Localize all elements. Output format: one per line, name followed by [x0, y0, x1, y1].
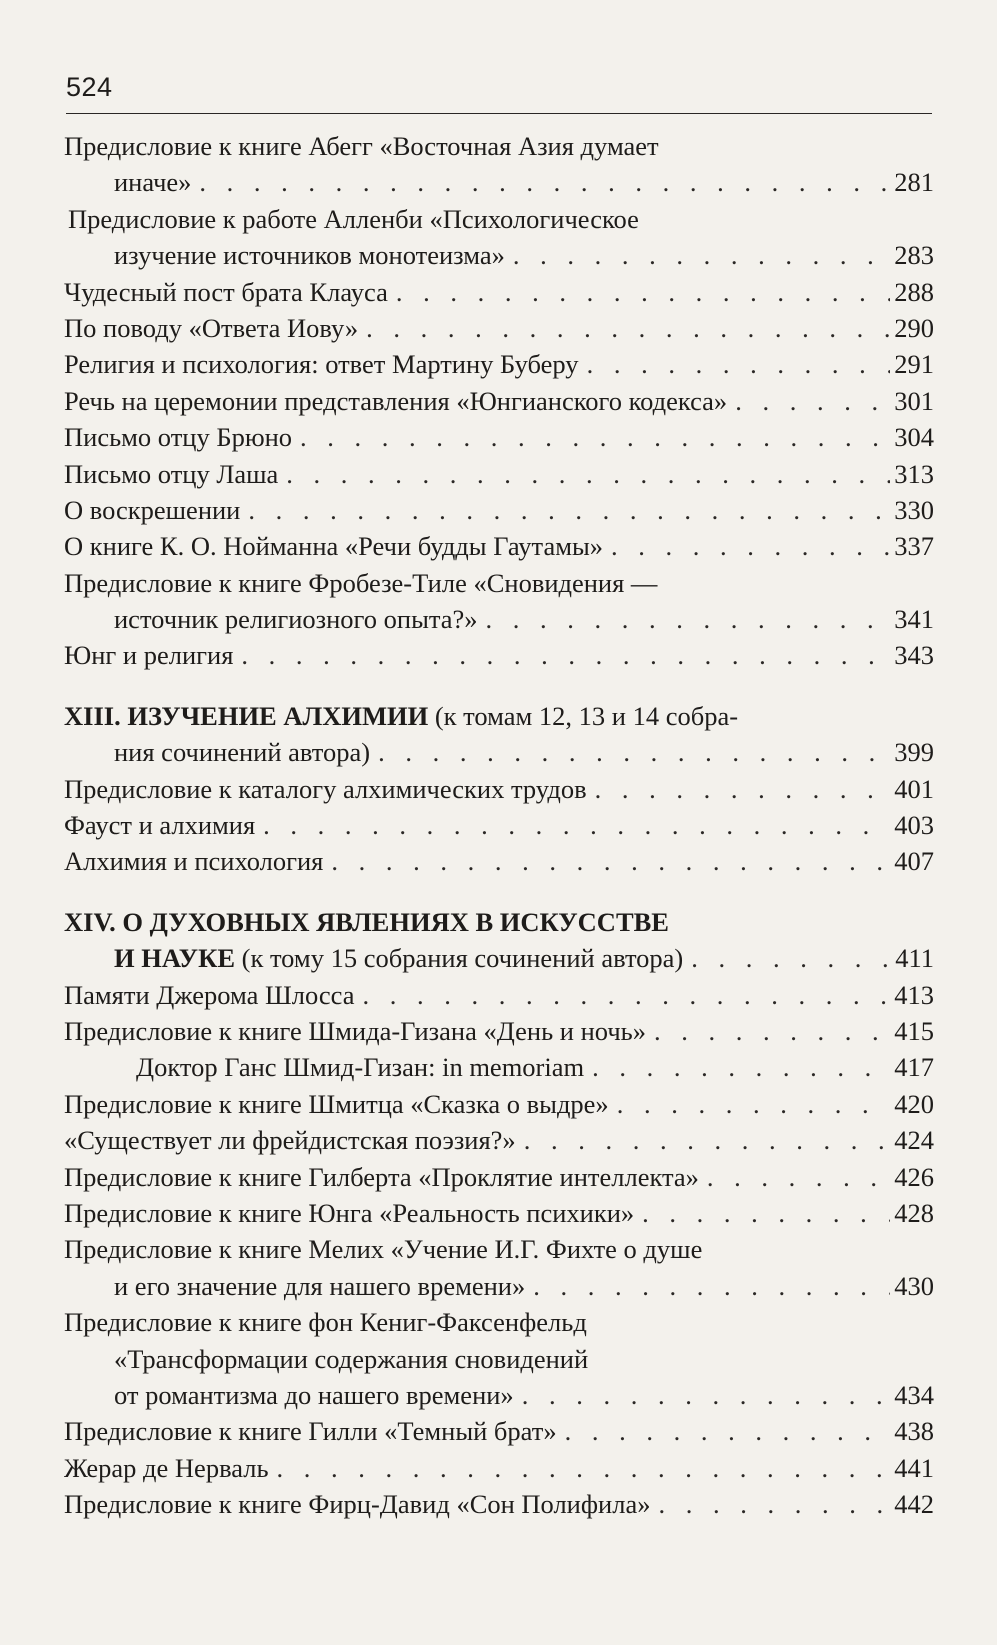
leader-dots	[486, 601, 891, 637]
toc-page-number: 403	[894, 810, 934, 841]
toc-entry-title: Письмо отцу Брюно	[64, 422, 293, 453]
section-title: И НАУКЕ	[114, 943, 235, 974]
toc-entry-title: от романтизма до нашего времени»	[114, 1379, 514, 1410]
toc-entry-title: О книге К. О. Нойманна «Речи будды Гаутамы»	[64, 531, 604, 562]
toc-page-number: 434	[894, 1379, 934, 1410]
toc-entry-line	[64, 164, 934, 200]
leader-dots	[533, 1268, 890, 1304]
toc-entry	[64, 1049, 934, 1085]
leader-dots	[522, 1377, 891, 1413]
toc-page-number: 417	[894, 1052, 934, 1083]
toc-entry-title: Предисловие к книге Гилберта «Проклятие интеллекта»	[64, 1161, 699, 1192]
toc-entry	[64, 637, 934, 673]
toc-page-number: 283	[894, 240, 934, 271]
leader-dots	[277, 1450, 891, 1486]
toc-page-number: 401	[894, 773, 934, 804]
toc-page-number: 343	[894, 640, 934, 671]
toc-entry	[64, 310, 934, 346]
toc-entry	[64, 456, 934, 492]
section-heading-14	[64, 904, 934, 940]
toc-entry-title: Алхимия и психология	[64, 846, 324, 877]
toc-entry-title: источник религиозного опыта?»	[114, 604, 478, 635]
leader-dots	[617, 1086, 891, 1122]
toc-page-number: 281	[894, 167, 934, 198]
leader-dots	[592, 1049, 890, 1085]
toc-page-number: 288	[894, 276, 934, 307]
toc-entry-title: Чудесный пост брата Клауса	[64, 276, 388, 307]
section-heading-14-cont	[64, 940, 934, 976]
toc-page-number: 407	[894, 846, 934, 877]
leader-dots	[595, 771, 891, 807]
leader-dots	[248, 492, 890, 528]
toc-entry-line	[64, 565, 934, 601]
toc-entry-line	[64, 201, 934, 237]
toc-entry-line	[64, 601, 934, 637]
table-of-contents	[64, 128, 934, 1522]
leader-dots	[286, 456, 890, 492]
toc-entry	[64, 274, 934, 310]
toc-page-number: 337	[894, 531, 934, 562]
leader-dots	[331, 843, 890, 879]
toc-entry-title: иначе»	[114, 167, 192, 198]
leader-dots	[611, 528, 890, 564]
toc-entry-title: и его значение для нашего времени»	[114, 1270, 526, 1301]
toc-page-number: 301	[894, 385, 934, 416]
toc-page-number: 415	[894, 1015, 934, 1046]
toc-entry-line	[64, 1341, 934, 1377]
toc-entry	[64, 807, 934, 843]
toc-entry	[64, 419, 934, 455]
toc-entry-title: По поводу «Ответа Иову»	[64, 312, 359, 343]
toc-entry-title: изучение источников монотеизма»	[114, 240, 505, 271]
toc-page-number: 290	[894, 312, 934, 343]
toc-entry-title: Предисловие к книге фон Кениг-Факсенфельд	[64, 1307, 587, 1338]
toc-page-number: 291	[894, 349, 934, 380]
toc-entry	[64, 977, 934, 1013]
toc-page-number: 438	[894, 1416, 934, 1447]
section-heading-13	[64, 698, 934, 734]
toc-entry	[64, 346, 934, 382]
toc-page-number: 430	[894, 1270, 934, 1301]
toc-entry-line	[64, 1304, 934, 1340]
leader-dots	[263, 807, 890, 843]
toc-page-number: 441	[894, 1452, 934, 1483]
toc-entry	[64, 1122, 934, 1158]
section-spacer	[64, 880, 934, 904]
toc-page-number: 313	[894, 458, 934, 489]
toc-entry	[64, 771, 934, 807]
toc-entry-title: Предисловие к каталогу алхимических трудов	[64, 773, 587, 804]
toc-entry-line	[64, 1377, 934, 1413]
toc-entry-line	[64, 1268, 934, 1304]
section-subtitle: (к тому 15 собрания сочинений автора)	[235, 943, 684, 974]
toc-page-number: 341	[894, 604, 934, 635]
toc-entry-line	[64, 237, 934, 273]
leader-dots	[707, 1159, 890, 1195]
toc-entry-title: Предисловие к книге Шмитца «Сказка о выдре»	[64, 1088, 609, 1119]
toc-entry-title: Юнг и религия	[64, 640, 234, 671]
leader-dots	[396, 274, 890, 310]
leader-dots	[691, 940, 891, 976]
leader-dots	[565, 1413, 891, 1449]
toc-page-number: 420	[894, 1088, 934, 1119]
toc-entry-line	[64, 1231, 934, 1267]
toc-entry	[64, 1013, 934, 1049]
leader-dots	[241, 637, 890, 673]
toc-entry	[64, 843, 934, 879]
toc-entry-line	[64, 128, 934, 164]
section-title: XIII. ИЗУЧЕНИЕ АЛХИМИИ	[64, 700, 429, 731]
toc-entry-title: Предисловие к книге Гилли «Темный брат»	[64, 1416, 557, 1447]
toc-entry-title: Предисловие к книге Юнга «Реальность психики»	[64, 1197, 635, 1228]
toc-entry	[64, 1086, 934, 1122]
toc-entry	[64, 1486, 934, 1522]
leader-dots	[658, 1486, 890, 1522]
toc-entry-title: О воскрешении	[64, 494, 241, 525]
toc-entry-title: Памяти Джерома Шлосса	[64, 979, 355, 1010]
section-subtitle: (к томам 12, 13 и 14 собра-	[428, 700, 739, 731]
leader-dots	[513, 237, 890, 273]
toc-entry	[64, 1413, 934, 1449]
toc-entry	[64, 383, 934, 419]
page-number: 524	[66, 72, 113, 102]
toc-entry-title: Доктор Ганс Шмид-Гизан: in memoriam	[136, 1052, 585, 1083]
toc-entry-title: Речь на церемонии представления «Юнгианского кодекса»	[64, 385, 728, 416]
toc-page-number: 413	[894, 979, 934, 1010]
toc-entry-title: Предисловие к работе Алленби «Психологическое	[68, 203, 639, 234]
toc-entry-title: «Трансформации содержания сновидений	[114, 1343, 589, 1374]
toc-entry-title: Предисловие к книге Мелих «Учение И.Г. Фихте о душе	[64, 1234, 703, 1265]
toc-entry-title: Религия и психология: ответ Мартину Буберу	[64, 349, 579, 380]
leader-dots	[199, 164, 890, 200]
section-title: XIV. О ДУХОВНЫХ ЯВЛЕНИЯХ В ИСКУССТВЕ	[64, 906, 669, 937]
leader-dots	[378, 734, 890, 770]
toc-page-number: 399	[894, 737, 934, 768]
leader-dots	[300, 419, 890, 455]
toc-page-number: 424	[894, 1125, 934, 1156]
toc-page-number: 411	[895, 943, 934, 974]
toc-entry	[64, 1450, 934, 1486]
toc-page-number: 330	[894, 494, 934, 525]
section-subtitle: ния сочинений автора)	[114, 737, 371, 768]
leader-dots	[735, 383, 890, 419]
toc-entry	[64, 492, 934, 528]
toc-entry-title: Предисловие к книге Фирц-Давид «Сон Полифила»	[64, 1489, 651, 1520]
header-rule	[66, 113, 932, 114]
section-heading-13-cont	[64, 734, 934, 770]
toc-page-number: 428	[894, 1197, 934, 1228]
toc-page-number: 442	[894, 1489, 934, 1520]
toc-entry-title: Предисловие к книге Шмида-Гизана «День и ночь»	[64, 1015, 646, 1046]
toc-entry-title: Предисловие к книге Фробезе-Тиле «Сновидения —	[64, 567, 658, 598]
toc-entry-title: Фауст и алхимия	[64, 810, 256, 841]
leader-dots	[363, 977, 891, 1013]
toc-entry	[64, 1195, 934, 1231]
leader-dots	[366, 310, 890, 346]
toc-entry-title: «Существует ли фрейдистская поэзия?»	[64, 1125, 516, 1156]
toc-entry	[64, 1159, 934, 1195]
leader-dots	[524, 1122, 891, 1158]
toc-page-number: 304	[894, 422, 934, 453]
toc-entry	[64, 528, 934, 564]
leader-dots	[654, 1013, 890, 1049]
leader-dots	[587, 346, 891, 382]
toc-entry-title: Жерар де Нерваль	[64, 1452, 269, 1483]
toc-entry-title: Письмо отцу Лаша	[64, 458, 279, 489]
leader-dots	[642, 1195, 890, 1231]
toc-page-number: 426	[894, 1161, 934, 1192]
toc-entry-title: Предисловие к книге Абегг «Восточная Азия думает	[64, 131, 659, 161]
section-spacer	[64, 674, 934, 698]
